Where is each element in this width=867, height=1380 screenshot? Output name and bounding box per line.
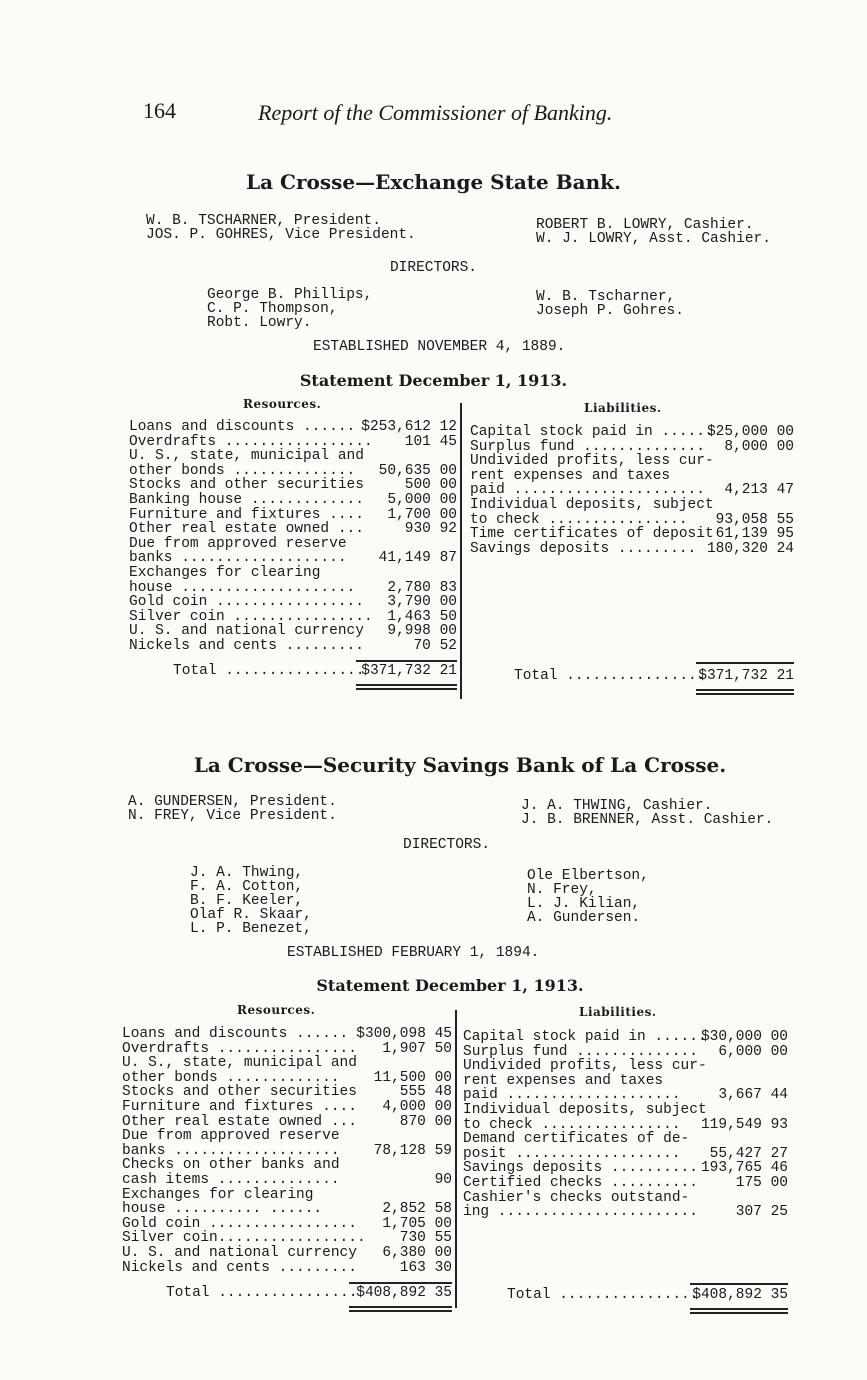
bank2-liabilities-total: $408,892 35 <box>692 1287 788 1303</box>
ledger-row <box>463 1045 788 1059</box>
bank1-column-divider <box>460 403 462 699</box>
ledger-label: Gold coin ................. <box>129 594 364 611</box>
ledger-label: Overdrafts ................ <box>122 1040 357 1057</box>
ledger-label: to check ................ <box>463 1116 681 1133</box>
bank1-liabilities-double-rule <box>696 689 794 691</box>
bank2-president: A. GUNDERSEN, President. <box>128 794 337 810</box>
ledger-row <box>122 1173 452 1187</box>
ledger-label: Surplus fund .............. <box>463 1043 698 1060</box>
bank1-director: C. P. Thompson, <box>207 301 338 317</box>
ledger-label: Undivided profits, less cur- <box>470 453 714 470</box>
bank2-statement-date: Statement December 1, 1913. <box>316 976 584 995</box>
ledger-amount: 8,000 00 <box>724 438 794 455</box>
ledger-amount: 730 55 <box>399 1230 452 1247</box>
ledger-label: ing ....................... <box>463 1204 698 1221</box>
ledger-label: banks ................... <box>129 550 347 567</box>
bank1-resources-total-label: Total ................ <box>173 663 365 679</box>
ledger-row <box>122 1056 452 1070</box>
bank2-director: L. J. Kilian, <box>527 896 641 912</box>
ledger-amount: 3,790 00 <box>387 594 457 611</box>
ledger-label: Overdrafts ................. <box>129 433 373 450</box>
ledger-amount: 2,780 83 <box>387 579 457 596</box>
bank2-resources-total-label: Total ................ <box>166 1285 358 1301</box>
bank1-president: W. B. TSCHARNER, President. <box>146 213 381 229</box>
ledger-label: other bonds ............. <box>122 1069 340 1086</box>
ledger-row <box>122 1158 452 1172</box>
ledger-amount: 307 25 <box>735 1204 788 1221</box>
ledger-row <box>463 1059 788 1073</box>
ledger-amount: 2,852 58 <box>382 1201 452 1218</box>
ledger-label: Silver coin................. <box>122 1230 366 1247</box>
ledger-label: banks ................... <box>122 1142 340 1159</box>
ledger-amount: $300,098 45 <box>356 1026 452 1042</box>
ledger-amount: 119,549 93 <box>700 1116 788 1133</box>
ledger-row <box>122 1115 452 1129</box>
ledger-row <box>129 581 457 595</box>
ledger-label: Due from approved reserve <box>129 535 347 552</box>
bank2-liabilities-total-row <box>507 1288 788 1302</box>
ledger-label: U. S., state, municipal and <box>122 1055 357 1072</box>
ledger-label: Undivided profits, less cur- <box>463 1058 707 1075</box>
ledger-row <box>463 1088 788 1102</box>
ledger-row <box>122 1100 452 1114</box>
ledger-amount: 4,213 47 <box>724 482 794 499</box>
bank2-established: ESTABLISHED FEBRUARY 1, 1894. <box>287 945 540 961</box>
bank1-director: Joseph P. Gohres. <box>536 303 684 319</box>
bank2-column-divider <box>455 1010 457 1308</box>
ledger-row <box>122 1071 452 1085</box>
bank1-liabilities-total: $371,732 21 <box>698 668 794 684</box>
bank2-liabilities-double-rule <box>690 1308 788 1310</box>
ledger-amount: 175 00 <box>735 1175 788 1191</box>
ledger-row <box>463 1205 788 1219</box>
bank2-director: B. F. Keeler, <box>190 893 304 909</box>
bank2-vice-president: N. FREY, Vice President. <box>128 808 337 824</box>
bank2-liabilities-double-rule <box>690 1312 788 1314</box>
ledger-row <box>463 1176 788 1190</box>
bank1-statement-date: Statement December 1, 1913. <box>299 371 568 390</box>
ledger-row <box>463 1118 788 1132</box>
bank2-resources-rule <box>349 1282 452 1284</box>
bank1-resources-double-rule <box>356 688 457 690</box>
bank2-asst-cashier: J. B. BRENNER, Asst. Cashier. <box>521 812 774 828</box>
ledger-amount: $253,612 12 <box>361 419 457 435</box>
bank1-asst-cashier: W. J. LOWRY, Asst. Cashier. <box>536 231 771 247</box>
ledger-label: Loans and discounts ...... <box>129 419 356 435</box>
ledger-row <box>463 1103 788 1117</box>
ledger-row <box>470 454 794 468</box>
ledger-row <box>122 1261 452 1275</box>
ledger-row <box>122 1231 452 1245</box>
ledger-row <box>129 551 457 565</box>
ledger-row <box>470 469 794 483</box>
ledger-row <box>129 435 457 449</box>
ledger-row <box>129 420 457 434</box>
ledger-amount: 3,667 44 <box>718 1087 788 1104</box>
ledger-row <box>470 440 794 454</box>
bank2-resources-total: $408,892 35 <box>356 1285 452 1301</box>
ledger-label: Capital stock paid in ...... <box>463 1029 707 1045</box>
bank1-liabilities-total-label: Total ................ <box>514 668 706 684</box>
ledger-amount: 61,139 95 <box>715 526 794 543</box>
ledger-amount: 870 00 <box>399 1113 452 1130</box>
ledger-label: Individual deposits, subject <box>463 1102 707 1118</box>
ledger-row <box>122 1085 452 1099</box>
bank2-director: N. Frey, <box>527 882 597 898</box>
ledger-row <box>129 639 457 653</box>
ledger-label: Stocks and other securities <box>129 477 364 494</box>
ledger-amount: 9,998 00 <box>387 623 457 640</box>
ledger-label: Checks on other banks and <box>122 1157 340 1174</box>
bank2-title: La Crosse—Security Savings Bank of La Crosse. <box>193 753 727 777</box>
bank1-established: ESTABLISHED NOVEMBER 4, 1889. <box>313 339 566 355</box>
ledger-row <box>122 1202 452 1216</box>
ledger-row <box>129 566 457 580</box>
ledger-row <box>129 449 457 463</box>
bank1-vice-president: JOS. P. GOHRES, Vice President. <box>146 227 416 243</box>
bank1-director: Robt. Lowry. <box>207 315 312 331</box>
ledger-label: posit ................... <box>463 1145 681 1162</box>
bank2-resources-heading: Resources. <box>237 1003 316 1017</box>
bank2-director: Ole Elbertson, <box>527 868 649 884</box>
bank2-liabilities-total-label: Total ................ <box>507 1287 699 1303</box>
ledger-amount: 5,000 00 <box>387 492 457 508</box>
ledger-amount: 50,635 00 <box>378 462 457 479</box>
ledger-row <box>129 522 457 536</box>
page-number: 164 <box>143 98 176 123</box>
ledger-amount: 6,000 00 <box>718 1043 788 1060</box>
ledger-amount: 78,128 59 <box>373 1142 452 1159</box>
ledger-label: Capital stock paid in ...... <box>470 424 714 440</box>
ledger-label: Demand certificates of de- <box>463 1131 690 1148</box>
bank1-resources-rule <box>356 660 457 662</box>
bank1-liabilities-heading: Liabilities. <box>584 401 662 415</box>
ledger-row <box>122 1129 452 1143</box>
bank1-title: La Crosse—Exchange State Bank. <box>246 170 621 194</box>
ledger-amount: 55,427 27 <box>709 1145 788 1162</box>
ledger-amount: 6,380 00 <box>382 1245 452 1261</box>
ledger-row <box>129 624 457 638</box>
ledger-row <box>463 1074 788 1088</box>
ledger-amount: 1,700 00 <box>387 506 457 523</box>
bank1-director: George B. Phillips, <box>207 287 373 303</box>
bank2-director: A. Gundersen. <box>527 910 641 926</box>
ledger-label: Other real estate owned ... <box>122 1113 357 1130</box>
ledger-amount: 180,320 24 <box>706 540 794 557</box>
ledger-amount: 930 92 <box>404 521 457 538</box>
bank1-resources-double-rule <box>356 684 457 686</box>
ledger-amount: 163 30 <box>399 1259 452 1276</box>
ledger-amount: 70 52 <box>413 638 457 654</box>
bank1-director: W. B. Tscharner, <box>536 289 676 305</box>
ledger-row <box>470 542 794 556</box>
bank1-directors-heading: DIRECTORS. <box>389 260 477 276</box>
ledger-row <box>463 1161 788 1175</box>
ledger-label: U. S. and national currency <box>129 623 364 640</box>
ledger-row <box>129 478 457 492</box>
ledger-label: paid .................... <box>463 1087 681 1104</box>
ledger-label: Stocks and other securities <box>122 1084 357 1101</box>
bank1-resources-total: $371,732 21 <box>361 663 457 679</box>
ledger-amount: 11,500 00 <box>373 1069 452 1086</box>
ledger-label: U. S. and national currency <box>122 1245 357 1261</box>
ledger-row <box>129 493 457 507</box>
ledger-amount: 4,000 00 <box>382 1099 452 1115</box>
ledger-label: paid ...................... <box>470 482 705 499</box>
ledger-amount: 1,705 00 <box>382 1215 452 1232</box>
ledger-amount: 93,058 55 <box>715 511 794 528</box>
bank2-directors-heading: DIRECTORS. <box>403 837 491 853</box>
ledger-label: Nickels and cents ......... <box>129 638 364 654</box>
ledger-row <box>470 425 794 439</box>
ledger-label: Furniture and fixtures .... <box>129 506 364 523</box>
ledger-row <box>463 1030 788 1044</box>
bank2-director: F. A. Cotton, <box>190 879 304 895</box>
ledger-label: U. S., state, municipal and <box>129 448 364 465</box>
ledger-row <box>129 610 457 624</box>
ledger-row <box>122 1246 452 1260</box>
ledger-label: Individual deposits, subject <box>470 497 714 513</box>
ledger-row <box>122 1217 452 1231</box>
ledger-amount: 555 48 <box>399 1084 452 1101</box>
bank1-liabilities-total-row <box>514 669 794 683</box>
bank2-cashier: J. A. THWING, Cashier. <box>521 798 713 814</box>
bank1-resources-total-row <box>173 664 457 678</box>
bank2-resources-double-rule <box>349 1310 452 1312</box>
ledger-label: Loans and discounts ...... <box>122 1026 349 1042</box>
ledger-row <box>122 1144 452 1158</box>
ledger-row <box>129 537 457 551</box>
ledger-label: Furniture and fixtures .... <box>122 1099 357 1115</box>
ledger-amount: $30,000 00 <box>700 1029 788 1045</box>
bank1-liabilities-rule <box>696 662 794 664</box>
ledger-amount: 90 <box>434 1172 452 1188</box>
ledger-label: Nickels and cents ......... <box>122 1259 357 1276</box>
bank1-resources-heading: Resources. <box>243 397 322 411</box>
bank1-liabilities-double-rule <box>696 693 794 695</box>
bank2-liabilities-heading: Liabilities. <box>579 1005 657 1019</box>
bank2-resources-total-row <box>166 1286 452 1300</box>
bank1-cashier: ROBERT B. LOWRY, Cashier. <box>536 217 754 233</box>
ledger-amount: 500 00 <box>404 477 457 494</box>
ledger-label: other bonds .............. <box>129 462 356 479</box>
ledger-amount: 1,463 50 <box>387 608 457 625</box>
ledger-row <box>470 498 794 512</box>
ledger-row <box>122 1042 452 1056</box>
bank2-director: Olaf R. Skaar, <box>190 907 312 923</box>
ledger-label: house .................... <box>129 579 356 596</box>
ledger-label: Certified checks .......... <box>463 1175 698 1191</box>
ledger-row <box>470 513 794 527</box>
ledger-row <box>129 508 457 522</box>
ledger-label: Other real estate owned ... <box>129 521 364 538</box>
ledger-row <box>470 527 794 541</box>
ledger-label: Savings deposits ......... <box>470 540 697 557</box>
ledger-amount: $25,000 00 <box>706 424 794 440</box>
ledger-amount: 101 45 <box>404 433 457 450</box>
ledger-label: Banking house ............. <box>129 492 364 508</box>
bank2-liabilities-rule <box>690 1283 788 1285</box>
ledger-label: house .......... ...... <box>122 1201 323 1218</box>
ledger-label: Exchanges for clearing <box>122 1186 314 1203</box>
ledger-row <box>129 595 457 609</box>
ledger-amount: 193,765 46 <box>700 1160 788 1177</box>
running-title: Report of the Commissioner of Banking. <box>258 100 613 125</box>
bank2-director: L. P. Benezet, <box>190 921 312 937</box>
ledger-label: to check ................ <box>470 511 688 528</box>
ledger-label: Gold coin ................. <box>122 1215 357 1232</box>
ledger-label: Savings deposits .......... <box>463 1160 698 1177</box>
bank2-director: J. A. Thwing, <box>190 865 304 881</box>
ledger-label: Cashier's checks outstand- <box>463 1189 690 1206</box>
ledger-row <box>463 1132 788 1146</box>
ledger-label: rent expenses and taxes <box>470 467 671 484</box>
ledger-row <box>470 483 794 497</box>
ledger-label: Silver coin ................ <box>129 608 373 625</box>
ledger-amount: 41,149 87 <box>378 550 457 567</box>
ledger-row <box>463 1147 788 1161</box>
ledger-label: cash items .............. <box>122 1172 340 1188</box>
bank2-resources-double-rule <box>349 1306 452 1308</box>
ledger-row <box>129 464 457 478</box>
ledger-label: Surplus fund .............. <box>470 438 705 455</box>
ledger-row <box>122 1027 452 1041</box>
ledger-row <box>122 1188 452 1202</box>
ledger-label: Exchanges for clearing <box>129 565 321 581</box>
ledger-amount: 1,907 50 <box>382 1040 452 1057</box>
ledger-label: Time certificates of deposit <box>470 526 714 543</box>
ledger-row <box>463 1191 788 1205</box>
ledger-label: Due from approved reserve <box>122 1128 340 1145</box>
ledger-label: rent expenses and taxes <box>463 1072 664 1089</box>
